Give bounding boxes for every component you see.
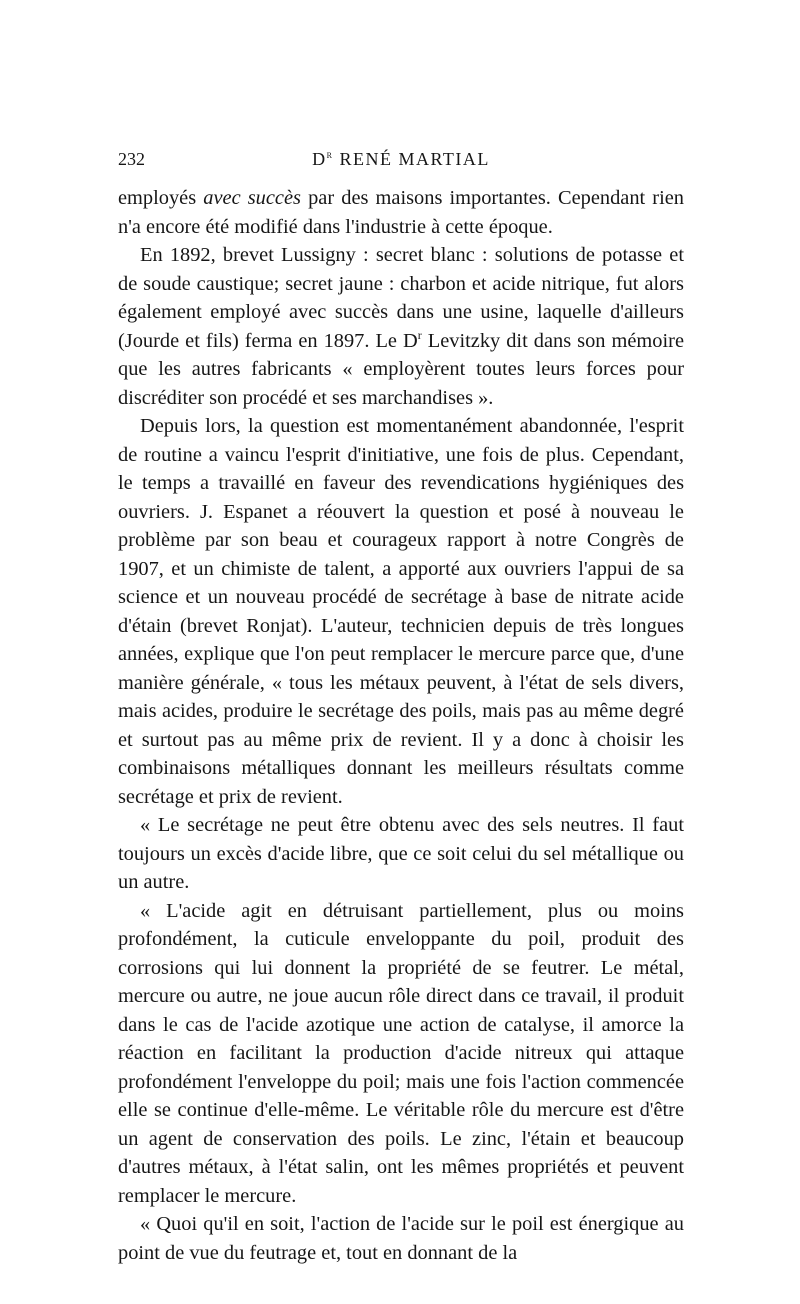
paragraph-2: [118, 241, 684, 412]
paragraph-2-end: Levitzky dit dans son mémoire que les autres fabricants « employèrent toutes leurs forces pour discréditer son procédé et ses marchandises ».: [118, 329, 684, 409]
paragraph-3: Depuis lors, la question est momentanément abandonnée, l'esprit de routine a vaincu l'esprit d'initiative, une fois de plus. Cependant, le temps a travaillé en faveur des revendications hygiéniques des ouvriers. J. Espanet a réouvert la question et posé à nouveau le problème par son beau et courageux rapport à notre Congrès de 1907, et un chimiste de talent, a apporté aux ouvriers l'appui de sa science et un nouveau procédé de secrétage à base de nitrate acide d'étain (brevet Ronjat). L'auteur, technicien depuis de très longues années, explique que l'on peut remplacer le mercure parce que, d'une manière générale, « tous les métaux peuvent, à l'état de sels divers, mais acides, produire le secrétage des poils, mais pas au même degré et surtout pas au même prix de revient. Il y a donc à choisir les combinaisons métalliques donnant les meilleurs résultats comme secrétage et prix de revient.: [118, 415, 684, 808]
paragraph-1-end: par des maisons importantes. Cependant rien n'a encore été modifié dans l'industrie à cette époque.: [118, 187, 685, 238]
body-text: [118, 184, 684, 1267]
author-prefix: D: [312, 149, 327, 169]
paragraph-1: [118, 184, 684, 241]
paragraph-1-start: employés: [118, 187, 204, 209]
running-head: [118, 146, 684, 172]
paragraph-2-superscript: r: [417, 327, 422, 342]
paragraph-1-italic: avec succès: [203, 187, 301, 209]
paragraph-2-start: En 1892, brevet Lussigny : secret blanc : solutions de potasse et de soude caustique; secret jaune : charbon et acide nitrique, fut alors également employé avec succès dans une usine, laquelle d'ailleurs (Jourde et fils) ferma en 1897. Le D: [118, 244, 684, 352]
page-number: 232: [118, 149, 145, 169]
author-name: RENÉ MARTIAL: [339, 149, 490, 169]
author-prefix-superscript: r: [326, 149, 334, 161]
paragraph-4: « Le secrétage ne peut être obtenu avec des sels neutres. Il faut toujours un excès d'acide libre, que ce soit celui du sel métallique ou un autre.: [118, 814, 684, 893]
paragraph-6: « Quoi qu'il en soit, l'action de l'acide sur le poil est énergique au point de vue du feutrage et, tout en donnant de la: [118, 1213, 684, 1264]
author-heading: [118, 146, 684, 172]
paragraph-5: « L'acide agit en détruisant partiellement, plus ou moins profondément, la cuticule enveloppante du poil, produit des corrosions qui lui donnent la propriété de se feutrer. Le métal, mercure ou autre, ne joue aucun rôle direct dans ce travail, il produit dans le cas de l'acide azotique une action de catalyse, il amorce la réaction en facilitant la production d'acide nitreux qui attaque profondément l'enveloppe du poil; mais une fois l'action commencée elle se continue d'elle-même. Le véritable rôle du mercure est d'être un agent de conservation des poils. Le zinc, l'étain et beaucoup d'autres métaux, à l'état salin, ont les mêmes propriétés et peuvent remplacer le mercure.: [118, 899, 684, 1207]
